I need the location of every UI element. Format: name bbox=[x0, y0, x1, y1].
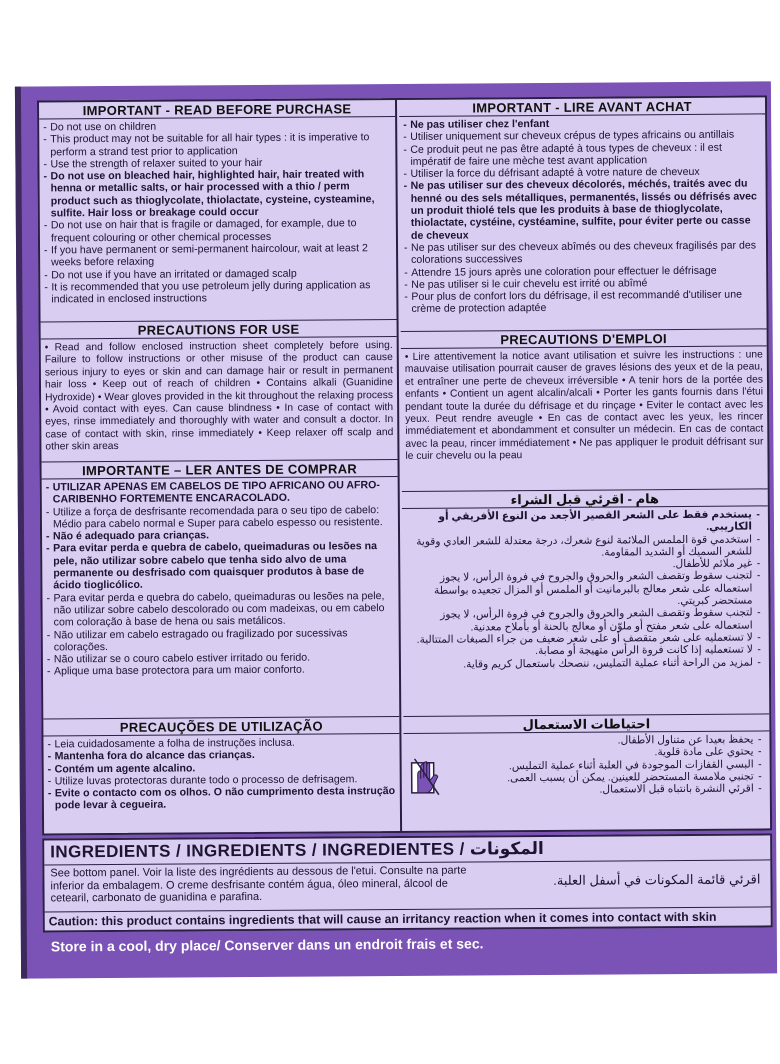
list-item: - Utilize luvas protectoras durante todo o processo de defrisagem. bbox=[48, 773, 396, 788]
list-item: - This product may not be suitable for all hair types : it is imperative to perform a strand test prior to application bbox=[43, 131, 391, 158]
list-item: - Use the strength of relaxer suited to your hair bbox=[43, 156, 391, 171]
en-important-section bbox=[39, 100, 397, 322]
list-item: - البسي القفازات الموجودة في العلبة أثناء عملية التمليس. bbox=[408, 758, 762, 773]
left-column bbox=[39, 100, 402, 833]
fr-important-list bbox=[399, 114, 766, 315]
list-item: - لتجنب سقوط وتقصف الشعر والحروق والجروح في فروة الرأس، لا يجوز استعماله على شعر معالج بالبرمانيت أو الملمس أو المزال تجعيده بواسطة مستحضر كبريتي. bbox=[406, 570, 760, 609]
ar-important-heading: هام - اقرئي قبل الشراء bbox=[402, 489, 768, 509]
right-column bbox=[399, 97, 770, 831]
list-item: - Não é adequado para crianças. bbox=[46, 528, 394, 543]
list-item: - Para evitar perda e quebra de cabelo, queimaduras ou lesões na pele, não utilizar sobre cabelo que tenha sido alvo de uma permanente ou desfrisado com quaisquer produtos à base de ácido tioglicólico. bbox=[46, 540, 394, 592]
warnings-panel bbox=[37, 95, 772, 835]
list-item: - تجنبي ملامسة المستحضر للعينين. يمكن أن يسبب العمى. bbox=[408, 770, 762, 785]
fr-important-heading: IMPORTANT - LIRE AVANT ACHAT bbox=[399, 97, 765, 117]
list-item: - Utiliser uniquement sur cheveux crépus de types africains ou antillais bbox=[403, 129, 761, 144]
list-item: - Utiliser la force du défrisant adapté à votre nature de cheveux bbox=[403, 166, 761, 181]
en-important-heading: IMPORTANT - READ BEFORE PURCHASE bbox=[39, 100, 395, 119]
ar-important-list bbox=[402, 506, 769, 670]
en-precautions-heading: PRECAUTIONS FOR USE bbox=[41, 320, 397, 339]
list-item: - Não utilizar em cabelo estragado ou fragilizado por sucessivas colorações. bbox=[47, 627, 395, 654]
fr-precautions-section bbox=[401, 329, 768, 492]
list-item: - لا تستعمليه على شعر متقصف أو على شعر ضعيف من جراء الصبغات المتتالية. bbox=[407, 631, 761, 646]
list-item: - Do not use on children bbox=[43, 119, 391, 134]
caution-text: Caution: this product contains ingredients that will cause an irritancy reaction when it comes into contact with skin bbox=[45, 906, 771, 930]
list-item: - Utilize a força de desfrisante recomendada para o seu tipo de cabelo: Médio para cabelo normal e Super para cabelo espesso ou resistente. bbox=[46, 504, 394, 531]
box-fold-edge bbox=[15, 87, 27, 979]
ar-precautions-list bbox=[403, 731, 769, 797]
list-item: - يحتوي على مادة قلوية. bbox=[408, 746, 762, 761]
list-item: - Contém um agente alcalino. bbox=[48, 761, 396, 776]
list-item: - Pour plus de confort lors du défrisage, il est recommandé d'utiliser une crème de protection adaptée bbox=[404, 289, 762, 316]
list-item: - Do not use on hair that is fragile or damaged, for example, due to frequent colouring or other chemical processes bbox=[44, 217, 392, 244]
list-item: - Mantenha fora do alcance das crianças. bbox=[48, 748, 396, 763]
list-item: - غير ملائم للأطفال. bbox=[406, 558, 760, 573]
product-box bbox=[15, 81, 777, 978]
list-item: - Ne pas utiliser si le cuir chevelu est irrité ou abîmé bbox=[404, 276, 762, 291]
ingredients-panel bbox=[42, 833, 773, 932]
pt-precautions-section bbox=[43, 717, 400, 833]
fr-precautions-heading: PRECAUTIONS D'EMPLOI bbox=[401, 329, 767, 349]
fr-important-section bbox=[399, 97, 767, 332]
list-item: - لمزيد من الراحة أثناء عملية التمليس، ننصحك باستعمال كريم وقاية. bbox=[407, 656, 761, 671]
list-item: - Aplique uma base protectora para um maior conforto. bbox=[47, 663, 395, 678]
pt-precautions-list bbox=[43, 734, 400, 812]
ingredients-arabic-text: اقرئي قائمة المكونات في أسفل العلبة. bbox=[553, 871, 761, 888]
list-item: - Do not use if you have an irritated or damaged scalp bbox=[44, 267, 392, 282]
list-item: - It is recommended that you use petroleum jelly during application as indicated in enclosed instructions bbox=[44, 279, 392, 306]
ar-important-section bbox=[402, 489, 770, 717]
en-precautions-text: • Read and follow enclosed instruction sheet completely before using. Failure to follow instructions or other misuse of the product can cause serious injury to eyes or skin and can damage hair or result in permanent hair loss • Keep out of reach of children • Contains alkali (Guanidine Hydroxide) • Wear gloves provided in the kit throughout the relaxing process • Avoid contact with eyes. Can cause blindness • In case of contact with eyes, rinse immediately and thoroughly with water and consult a doctor. In case of contact with skin, rinse immediately • Keep relaxer off scalp and other skin areas bbox=[44, 340, 394, 453]
pt-precautions-heading: PRECAUÇÕES DE UTILIZAÇÃO bbox=[43, 717, 399, 736]
ar-precautions-section bbox=[403, 714, 770, 831]
list-item: - اقرئي النشرة بانتباه قبل الاستعمال. bbox=[408, 783, 762, 798]
ar-precautions-heading: احتياطات الاستعمال bbox=[403, 714, 769, 734]
list-item: - يحفظ بعيدا عن متناول الأطفال. bbox=[407, 733, 761, 748]
pt-important-section bbox=[42, 460, 400, 719]
list-item: - Ne pas utiliser sur des cheveux décolorés, méchés, traités avec du henné ou des sels métalliques, permanentés, lissés ou défrisés avec un produit thiolé tels que les produits à base de thioglycolate, thiolactate, cystéine, cystéamine, sulfite, pour éviter perte ou casse de cheveux bbox=[404, 178, 762, 242]
pt-important-list bbox=[42, 477, 399, 678]
list-item: - Leia cuidadosamente a folha de instruções inclusa. bbox=[47, 736, 395, 751]
list-item: - Ce produit peut ne pas être adapté à tous types de cheveux : il est impératif de faire une mèche test avant application bbox=[403, 141, 761, 168]
list-item: - لا تستعمليه إذا كانت فروة الرأس متهيجة أو مصابة. bbox=[407, 644, 761, 659]
list-item: - If you have permanent or semi-permanent haircolour, wait at least 2 weeks before relaxing bbox=[44, 242, 392, 269]
list-item: - يستخدم فقط على الشعر القصير الأجعد من النوع الأفريقي أو الكاريبي. bbox=[406, 508, 760, 535]
en-precautions-section bbox=[41, 320, 398, 462]
fr-precautions-text: • Lire attentivement la notice avant utilisation et suivre les instructions : une mauvaise utilisation pourrait causer de graves lésions des yeux et de la peau, et entraîner une perte de cheveux irréversible • A tenir hors de la portée des enfants • Contient un agent alcalin/alcali • Porter les gants fournis dans l'étui pendant toute la durée du défrisage et du rinçage • Eviter le contact avec les yeux. Peut rendre aveugle • En cas de contact avec les yeux, les rincer immédiatement et abondamment et consulter un médecin. En cas de contact avec la peau, rincer immédiatement • Ne pas appliquer le produit défrisant sur le cuir chevelu ou la peau bbox=[404, 349, 764, 463]
list-item: - Ne pas utiliser chez l'enfant bbox=[403, 116, 761, 131]
ingredients-title: INGREDIENTS / INGREDIENTS / INGREDIENTES / المكونات bbox=[44, 835, 770, 865]
list-item: - Evite o contacto com os olhos. O não cumprimento desta instrução pode levar à cegueira. bbox=[48, 785, 396, 812]
list-item: - Attendre 15 jours après une coloration pour effectuer le défrisage bbox=[404, 264, 762, 279]
storage-note: Store in a cool, dry place/ Conserver dans un endroit frais et sec. bbox=[50, 935, 484, 955]
en-important-list bbox=[39, 117, 396, 306]
list-item: - Ne pas utiliser sur des cheveux abîmés ou des cheveux fragilisés par des colorations successives bbox=[404, 239, 762, 266]
list-item: - UTILIZAR APENAS EM CABELOS DE TIPO AFRICANO OU AFRO-CARIBENHO FORTEMENTE ENCARACOLADO. bbox=[46, 479, 394, 506]
list-item: - استخدمي قوة الملمس الملائمة لنوع شعرك، درجة معتدلة للشعر العادي وقوية للشعر السميك أو الشديد المقاومة. bbox=[406, 533, 760, 560]
list-item: - Para evitar perda e quebra do cabelo, queimaduras ou lesões na pele, não utilizar sobre cabelo descolorado ou com madeixas, ou em cabelo com coloração à base de hena ou sais metálicos. bbox=[46, 590, 394, 629]
list-item: - Do not use on bleached hair, highlighted hair, hair treated with henna or metallic salts, or hair processed with a thio / perm product such as thioglycolate, thiolactate, cysteine, cysteamine, sulfite. Hair loss or breakage could occur bbox=[43, 168, 391, 220]
ingredients-text: See bottom panel. Voir la liste des ingrédients au dessous de l'etui. Consulte na parte inferior da embalagem. O creme desfrisante contém água, óleo mineral, álcool de cetearil, carbonato de guanidina e parafina. bbox=[50, 864, 467, 905]
list-item: - لتجنب سقوط وتقصف الشعر والحروق والجروح في فروة الرأس، لا يجوز استعماله على شعر مفتح أو ملوّن أو معالج بالحنة أو بأملاح معدنية. bbox=[407, 607, 761, 634]
pt-important-heading: IMPORTANTE – LER ANTES DE COMPRAR bbox=[42, 460, 398, 479]
list-item: - Não utilizar se o couro cabelo estiver irritado ou ferido. bbox=[47, 651, 395, 666]
